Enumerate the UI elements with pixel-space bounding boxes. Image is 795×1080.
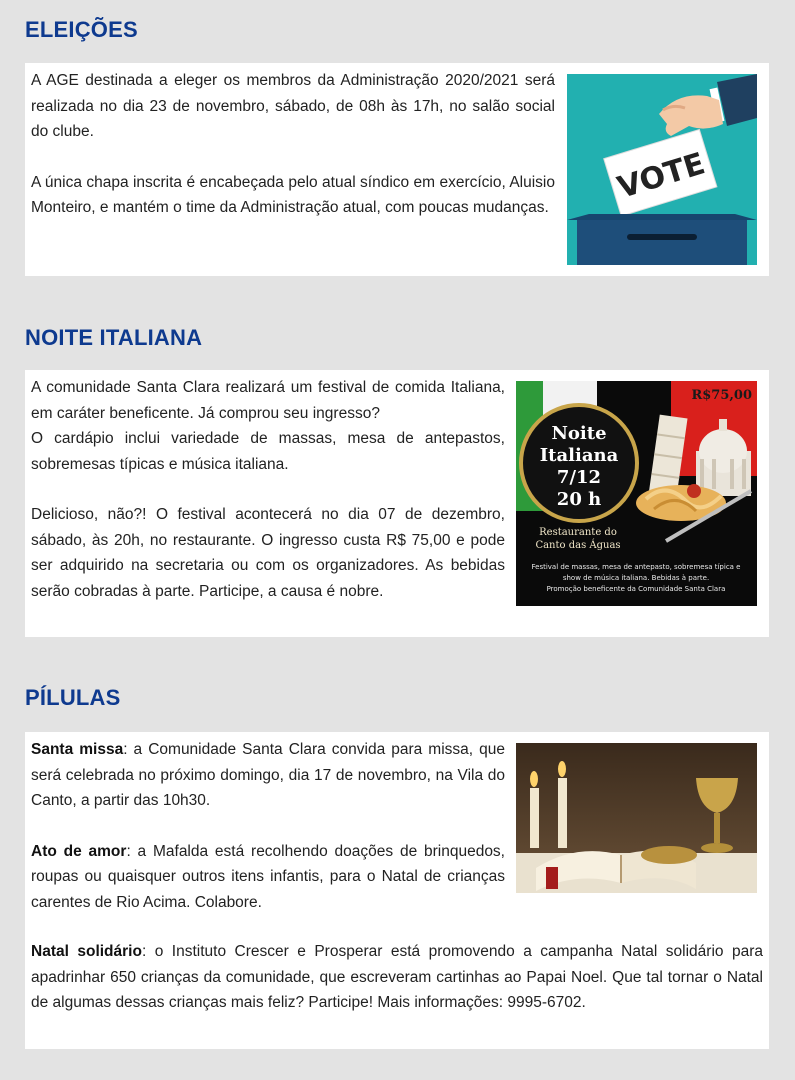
poster-footer-line-3: Promoção beneficente da Comunidade Santa Clara — [546, 585, 726, 593]
eleicoes-card — [25, 63, 769, 276]
pilula-ato-de-amor — [31, 839, 505, 916]
noite-italiana-text — [31, 375, 505, 604]
poster-title-line-1: Noite — [551, 423, 607, 444]
pilula-santa-missa — [31, 737, 505, 814]
pilula-label: Natal solidário — [31, 943, 142, 960]
pilula-label: Ato de amor — [31, 842, 127, 860]
poster-date: 7/12 — [556, 467, 602, 488]
section-title-noite-italiana: NOITE ITALIANA — [25, 325, 203, 350]
noite-paragraph-1a: A comunidade Santa Clara realizará um festival de comida Italiana, em caráter beneficente. Já comprou seu ingresso? — [31, 379, 505, 422]
poster-footer-line-2: show de música italiana. Bebidas à parte. — [562, 574, 710, 582]
noite-italiana-poster — [516, 381, 757, 606]
poster-price: R$75,00 — [691, 388, 752, 403]
pilula-text: : o Instituto Crescer e Prosperar está promovendo a campanha Natal solidário para apadrinhar 650 crianças da comunidade, que escreveram cartinhas ao Papai Noel. Que tal tornar o Natal de algumas dessas crianças mais feliz? Participe! Mais informações: 9995-6702. — [31, 943, 764, 1011]
poster-time: 20 h — [556, 489, 602, 510]
poster-footer-line-1: Festival de massas, mesa de antepasto, sobremesa típica e — [531, 563, 741, 571]
pilula-text: : a Comunidade Santa Clara convida para missa, que será celebrada no próximo domingo, dia 17 de novembro, na Vila do Canto, a partir das 10h30. — [31, 741, 505, 809]
eleicoes-paragraph-2: A única chapa inscrita é encabeçada pelo atual síndico em exercício, Aluisio Monteiro, e mantém o time da Administração atual, com poucas mudanças. — [31, 173, 555, 216]
poster-venue-line-1: Restaurante do — [539, 527, 617, 538]
noite-paragraph-2: Delicioso, não?! O festival acontecerá no dia 07 de dezembro, sábado, às 20h, no restaurante. O ingresso custa R$ 75,00 e pode ser adquirido na secretaria ou com os organizadores. As bebidas serão cobradas à parte. Participe, a causa é nobre. — [31, 506, 505, 600]
pilula-natal-solidario — [31, 939, 763, 1016]
pilula-label: Santa missa — [31, 741, 124, 758]
section-title-eleicoes: ELEIÇÕES — [25, 17, 138, 42]
eleicoes-paragraph-1: A AGE destinada a eleger os membros da Administração 2020/2021 será realizada no dia 23 de novembro, sábado, de 08h às 17h, no salão social do clube. — [31, 72, 555, 140]
vote-image — [567, 74, 757, 265]
pilulas-card — [25, 732, 769, 1049]
noite-italiana-card — [25, 370, 769, 637]
poster-title-line-2: Italiana — [539, 445, 619, 466]
noite-paragraph-1b: O cardápio inclui variedade de massas, mesa de antepastos, sobremesas típicas e música italiana. — [31, 430, 505, 473]
section-title-pilulas: PÍLULAS — [25, 685, 121, 710]
missa-image — [516, 743, 757, 893]
vote-label: VOTE — [613, 146, 710, 206]
poster-venue-line-2: Canto das Águas — [535, 540, 621, 551]
pilula-text: : a Mafalda está recolhendo doações de brinquedos, roupas ou quaisquer outros itens infantis, para o Natal de crianças carentes de Rio Acima. Colabore. — [31, 842, 505, 911]
pilulas-text-top — [31, 737, 505, 915]
pilulas-text-bottom — [31, 939, 763, 1016]
eleicoes-text — [31, 68, 555, 221]
